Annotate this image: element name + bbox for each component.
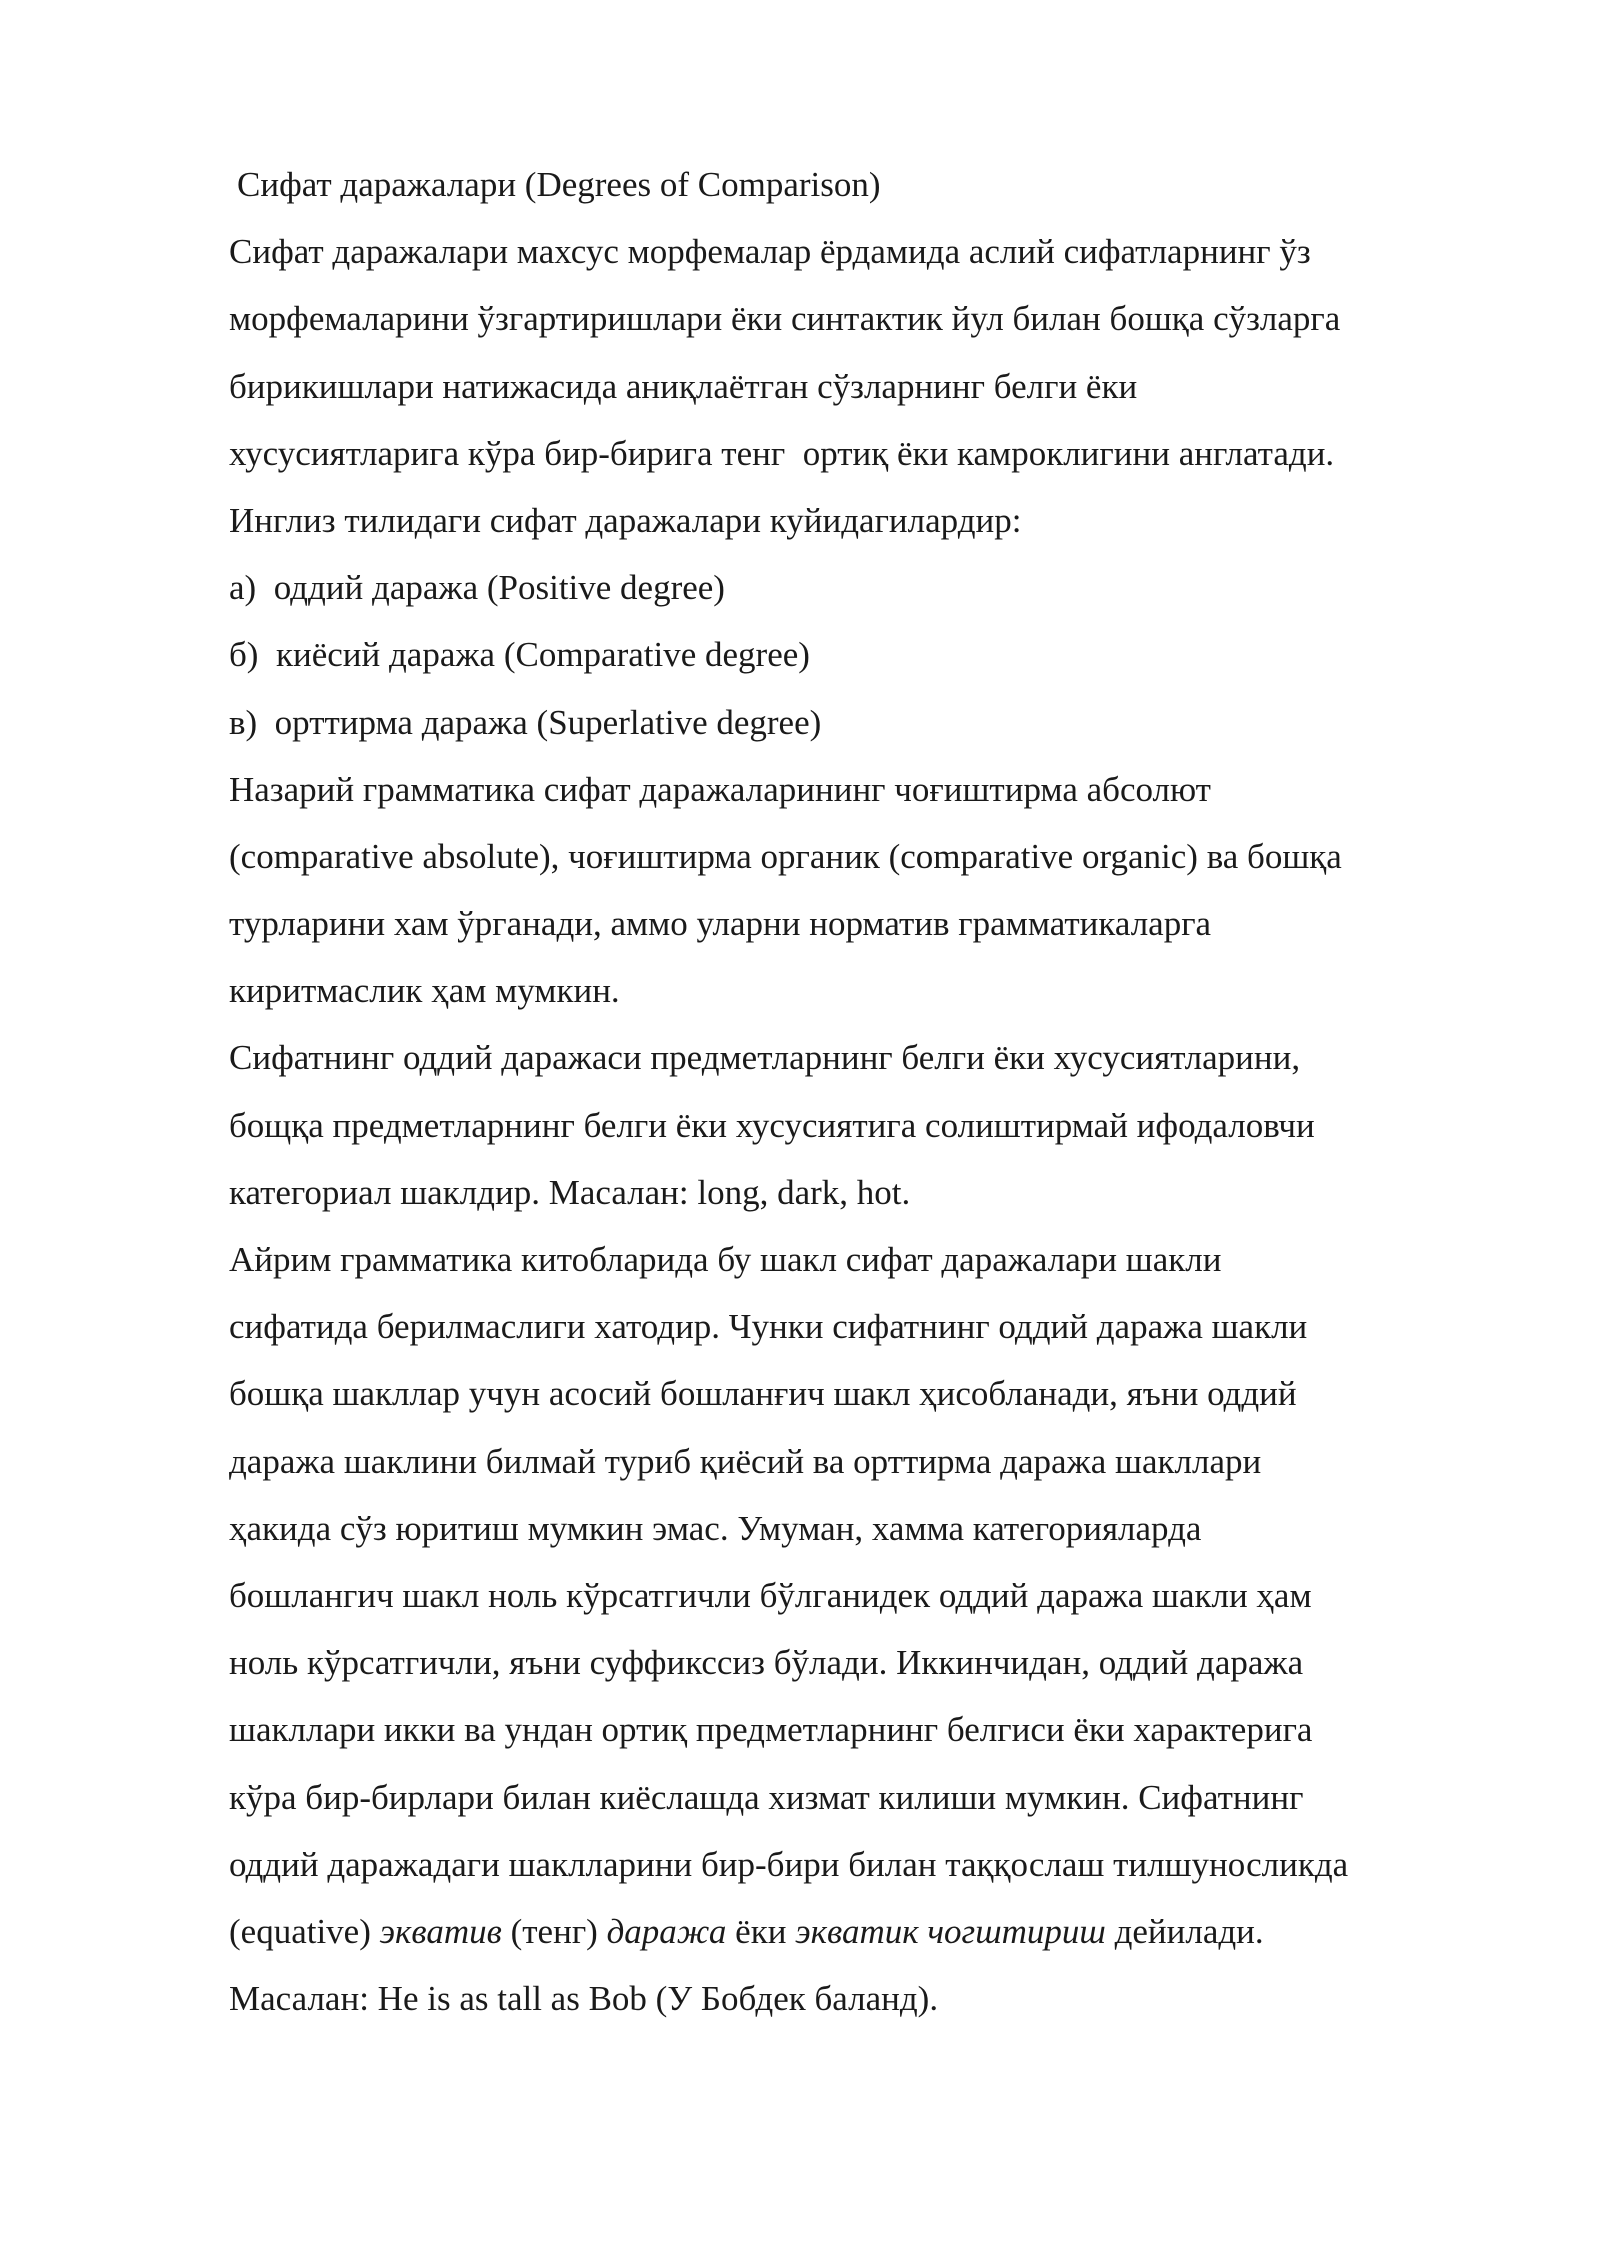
argument-line: ноль кўрсатгичли, яъни суффикссиз бўлади. Иккинчидан, оддий даража: [229, 1643, 1304, 1683]
positive-line: категориал шаклдир. Масалан: long, dark, hot.: [229, 1172, 911, 1212]
comparison-italic-term: экватик чогштириш: [795, 1911, 1106, 1951]
theory-line: киритмаслик ҳам мумкин.: [229, 971, 620, 1011]
conjunction-text: ёки: [726, 1911, 796, 1951]
intro-line: морфемаларини ўзгартиришлари ёки синтактик йул билан бошқа сўзларга: [229, 299, 1341, 339]
argument-line: даража шаклини билмай туриб қиёсий ва орттирма даража шакллари: [229, 1441, 1262, 1481]
document-title: Сифат даражалари (Degrees of Comparison): [237, 165, 881, 204]
example-line: Масалан: He is as tall as Bob (У Бобдек баланд).: [229, 1979, 939, 2019]
argument-line: оддий даражадаги шаклларини бир-бири билан таққослаш тилшуносликда: [229, 1844, 1349, 1884]
intro-line: бирикишлари натижасида аниқлаётган сўзларнинг белги ёки: [229, 366, 1138, 406]
degree-italic-term: даража: [606, 1911, 727, 1951]
intro-line: Инглиз тилидаги сифат даражалари куйидагилардир:: [229, 500, 1022, 540]
positive-line: бощқа предметларнинг белги ёки хусусиятига солиштирмай ифодаловчи: [229, 1105, 1315, 1145]
list-item-comparative: б) киёсий даража (Comparative degree): [229, 635, 810, 675]
equative-gloss: (тенг): [501, 1911, 607, 1951]
theory-line: Назарий грамматика сифат даражаларининг чоғиштирма абсолют: [229, 769, 1211, 809]
equative-term: (equative): [229, 1911, 380, 1951]
equative-line-end: дейилади.: [1105, 1911, 1264, 1951]
intro-line: хусусиятларига кўра бир-бирига тенг ортиқ ёки камроклигини англатади.: [229, 433, 1335, 473]
document-body: [229, 151, 1509, 2032]
equative-line: [229, 1898, 1509, 1965]
argument-line: кўра бир-бирлари билан киёслашда хизмат килиши мумкин. Сифатнинг: [229, 1777, 1304, 1817]
argument-line: бошқа шакллар учун асосий бошланғич шакл ҳисобланади, яъни оддий: [229, 1374, 1297, 1414]
equative-italic-term: экватив: [379, 1911, 502, 1951]
argument-line: ҳакида сўз юритиш мумкин эмас. Умуман, хамма категорияларда: [229, 1508, 1202, 1548]
intro-line: Сифат даражалари махсус морфемалар ёрдамида аслий сифатларнинг ўз: [229, 232, 1311, 272]
argument-line: Айрим грамматика китобларида бу шакл сифат даражалари шакли: [229, 1240, 1222, 1279]
argument-line: сифатида берилмаслиги хатодир. Чунки сифатнинг оддий даража шакли: [229, 1307, 1308, 1347]
theory-line: турларини хам ўрганади, аммо уларни норматив грамматикаларга: [229, 904, 1212, 944]
positive-line: Сифатнинг оддий даражаси предметларнинг белги ёки хусусиятларини,: [229, 1038, 1301, 1078]
theory-line: (comparative absolute), чоғиштирма органик (comparative organic) ва бошқа: [229, 836, 1342, 876]
list-item-positive: а) оддий даража (Positive degree): [229, 568, 725, 608]
argument-line: бошлангич шакл ноль кўрсатгичли бўлганидек оддий даража шакли ҳам: [229, 1575, 1312, 1615]
list-item-superlative: в) орттирма даража (Superlative degree): [229, 702, 822, 742]
argument-line: шакллари икки ва ундан ортиқ предметларнинг белгиси ёки характерига: [229, 1710, 1313, 1750]
